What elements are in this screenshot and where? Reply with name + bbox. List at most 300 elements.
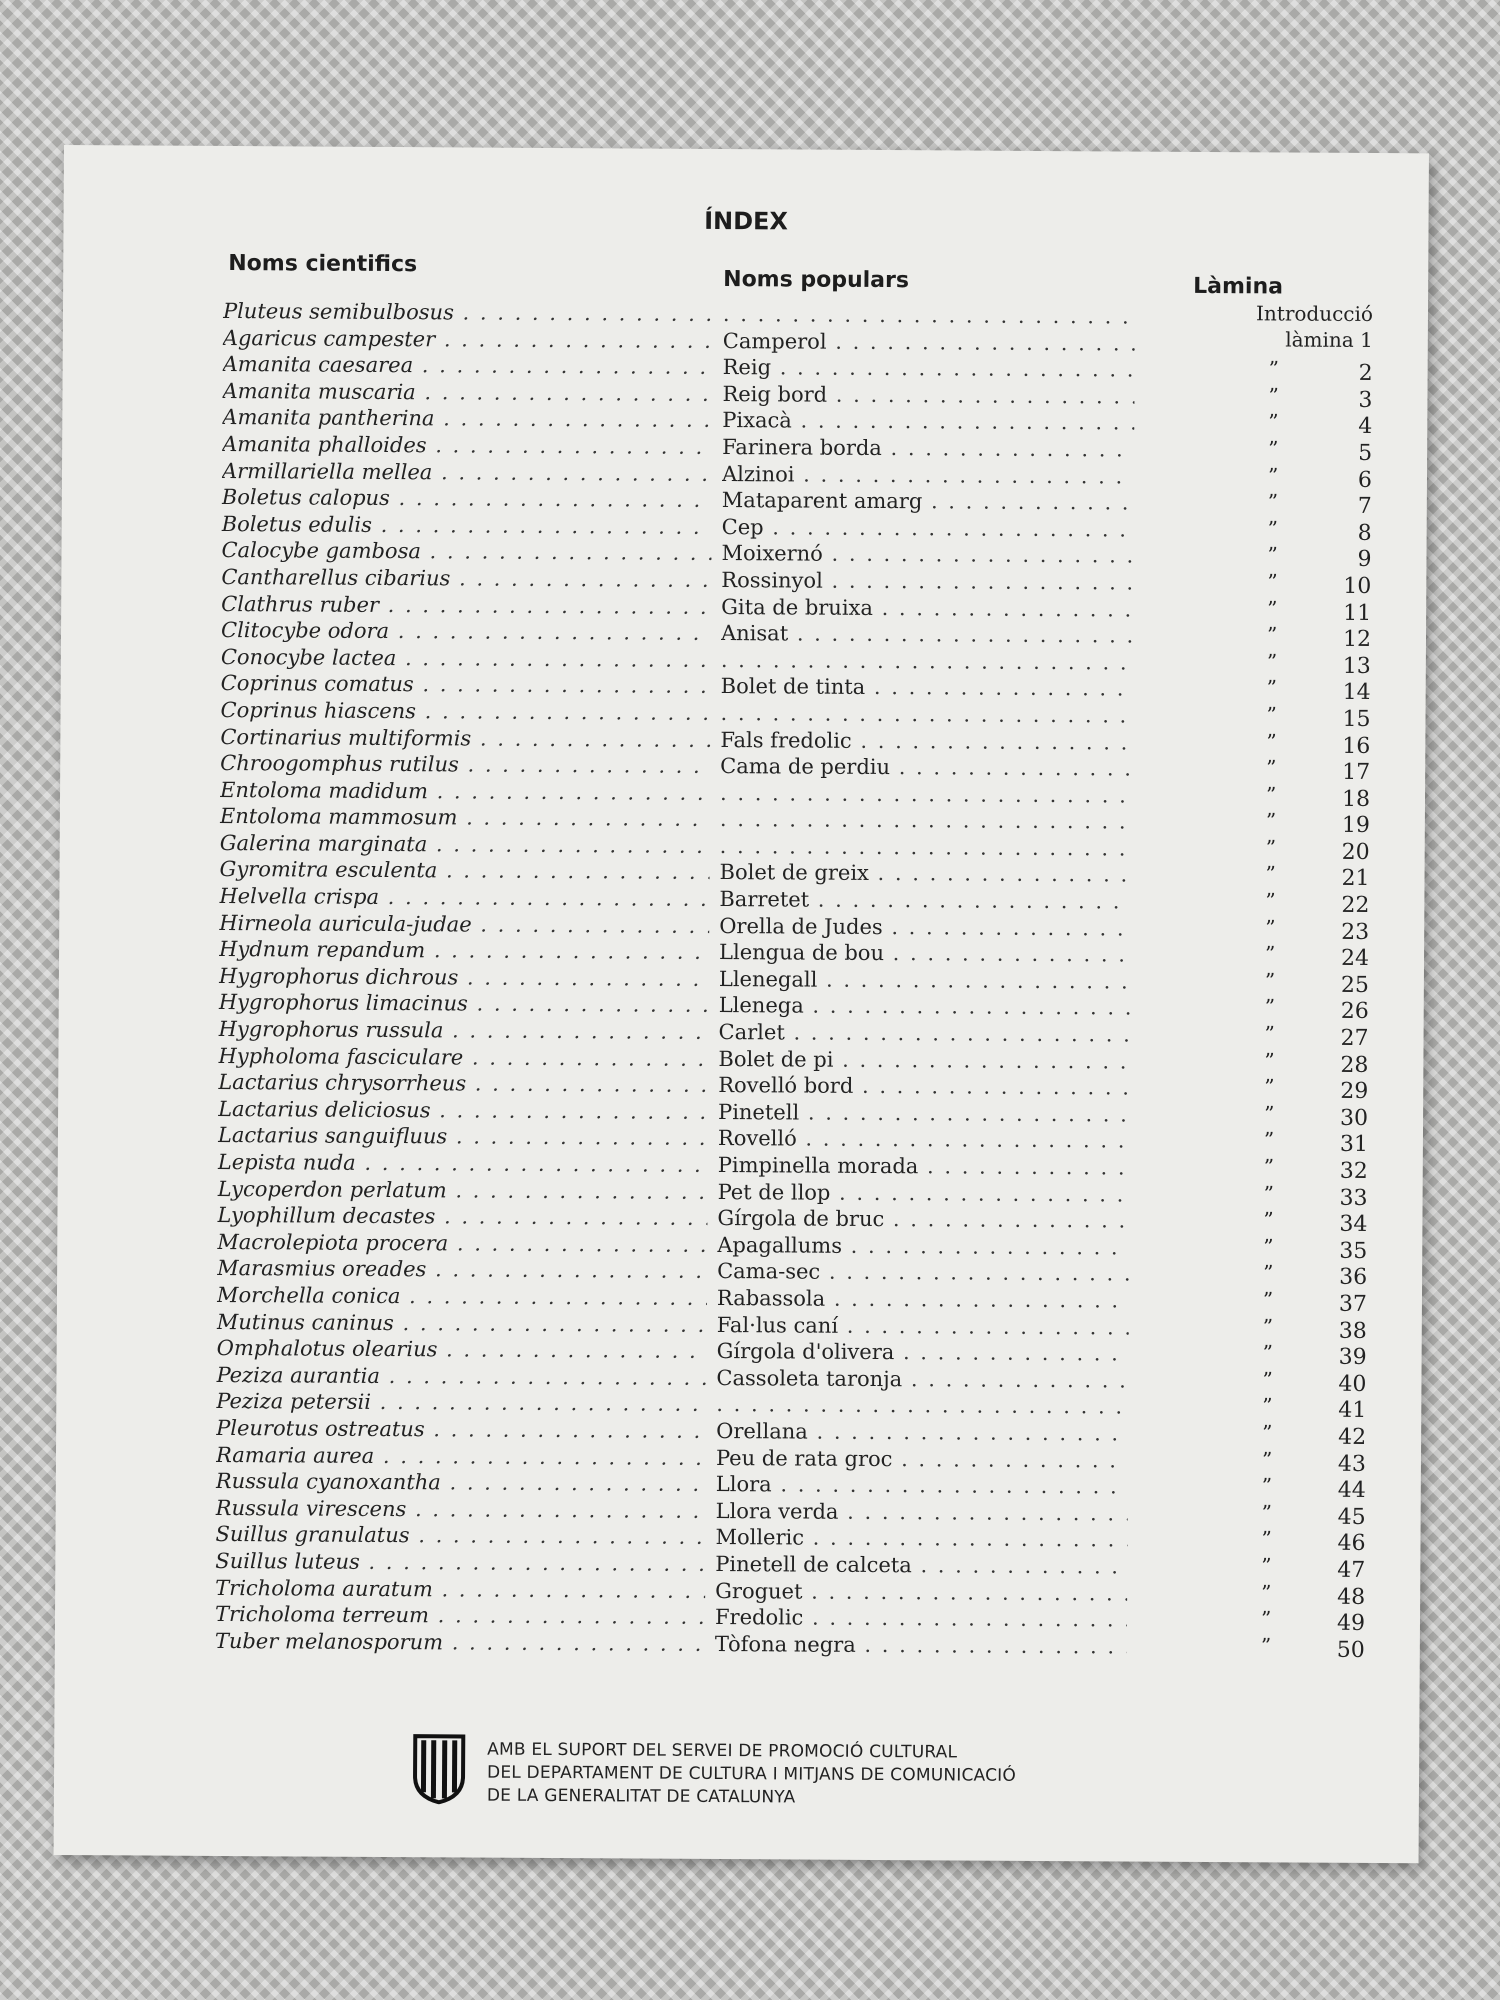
popular-name-text: Mataparent amarg [721,488,923,514]
ditto-mark: ” [1265,888,1276,913]
booklet-back-cover [54,145,1429,1863]
ditto-mark: ” [1265,808,1277,833]
scientific-name [223,325,713,354]
popular-name-text: Peu de rata groc [715,1445,893,1471]
ditto-mark: ” [1263,1207,1274,1232]
plate-number: 32 [1339,1158,1368,1184]
popular-name-text: Cama de perdiu [720,754,891,780]
plate-number: 48 [1337,1584,1366,1610]
ditto-mark: ” [1264,1047,1275,1073]
scientific-name [218,1069,708,1098]
popular-name-text: Orellana [716,1418,808,1444]
scientific-name [220,830,710,859]
popular-name-text: Llenegall [718,966,818,992]
ditto-mark: ” [1267,569,1278,594]
popular-name [716,1498,1128,1527]
ditto-mark: ” [1267,595,1278,620]
ditto-mark: ” [1268,436,1279,461]
popular-name [715,1551,1127,1580]
scientific-name [217,1229,707,1258]
popular-name [718,1099,1130,1128]
scientific-name-text: Entoloma madidum [219,777,429,803]
popular-name-text: Anisat [720,621,789,646]
ditto-mark: ” [1263,1260,1274,1285]
popular-name-text: Gita de bruixa [721,594,874,620]
scientific-name [216,1388,706,1417]
popular-name-text: Groguet [715,1578,803,1604]
popular-name [715,1604,1127,1633]
popular-name-text: Reig [722,355,772,380]
plate-number: 23 [1341,919,1370,945]
popular-name [718,1072,1130,1101]
popular-name-text: Molleric [715,1525,805,1550]
plate-number: 16 [1342,733,1371,759]
scientific-name-text: Conocybe lactea [220,644,397,670]
scientific-name-text: Morchella conica [216,1282,401,1309]
ditto-mark: ” [1268,383,1279,408]
popular-name [721,567,1133,596]
popular-name [718,1152,1130,1181]
plate-number: 44 [1337,1477,1366,1504]
scientific-name [218,1096,708,1125]
scientific-name [217,1309,707,1338]
plate-number: 5 [1358,440,1373,466]
plate-number: 3 [1358,387,1373,413]
popular-name [718,1125,1130,1154]
ditto-mark: ” [1265,941,1276,966]
ditto-mark: ” [1267,462,1279,487]
plate-number: 31 [1339,1132,1368,1158]
scientific-name [216,1468,706,1497]
ditto-mark: ” [1268,409,1279,434]
ditto-mark: ” [1263,1154,1275,1179]
plate-number: 20 [1341,839,1370,865]
popular-name [722,434,1134,463]
scientific-name [217,1202,707,1231]
popular-name [719,966,1131,995]
scientific-name-text: Tuber melanosporum [214,1628,444,1655]
plate-number: 41 [1338,1398,1367,1424]
popular-name [716,1365,1128,1394]
scientific-name-text: Hirneola auricula-judae [219,910,472,937]
scientific-name [215,1601,705,1630]
ditto-mark: ” [1266,675,1278,700]
plate-number: 50 [1336,1637,1365,1663]
popular-name-text: Rabassola [716,1285,826,1311]
ditto-mark: ” [1261,1500,1272,1525]
scientific-name-text: Amanita pantherina [222,405,435,431]
ditto-mark: ” [1266,622,1278,647]
ditto-mark: ” [1262,1393,1273,1418]
scientific-name-text: Calocybe gambosa [221,538,421,564]
scientific-name-text: Amanita muscaria [222,378,416,404]
popular-name [717,1312,1129,1341]
generalitat-emblem-icon [409,1732,469,1804]
ditto-mark: ” [1260,1633,1272,1658]
plate-number: 24 [1340,946,1370,972]
ditto-mark: ” [1263,1234,1274,1259]
plate-number: 27 [1340,1025,1369,1052]
scientific-name-text: Lycoperdon perlatum [217,1176,447,1202]
popular-name [716,1445,1128,1474]
popular-name-text: Apagallums [717,1232,843,1258]
popular-name [718,1179,1130,1208]
popular-name [721,594,1133,623]
scientific-name [221,617,711,646]
ditto-mark: ” [1266,755,1277,780]
scientific-name-text: Ramaria aurea [215,1442,375,1468]
plate-number: 12 [1342,626,1372,653]
popular-name [720,727,1132,756]
popular-name-text: Camperol [722,328,827,354]
popular-name [721,540,1133,569]
popular-name [720,833,1132,862]
plate-number: 2 [1358,361,1373,387]
plate-number: 17 [1342,759,1371,786]
popular-name [719,913,1131,942]
scientific-name [221,670,711,699]
plate-number: 25 [1340,972,1369,998]
ditto-mark: ” [1261,1526,1272,1551]
scientific-name-text: Marasmius oreades [217,1256,427,1282]
scientific-name [220,777,710,806]
scientific-name-text: Galerina marginata [219,830,428,857]
ditto-mark: ” [1263,1127,1275,1152]
plate-number: 43 [1337,1451,1367,1477]
scientific-name [220,697,710,726]
scientific-name [216,1441,706,1470]
plate-number: 42 [1338,1424,1367,1450]
scientific-name [215,1628,705,1657]
ditto-mark: ” [1267,516,1278,541]
scientific-name-text: Suillus luteus [215,1548,360,1574]
scientific-name-text: Tricholoma terreum [214,1602,430,1628]
sponsor-footer [409,1732,1209,1817]
plate-header: Làmina [1193,273,1284,300]
popular-name-text: Cama-sec [717,1259,821,1285]
popular-name-text: Gírgola de bruc [717,1206,885,1232]
plate-number: 29 [1340,1079,1369,1105]
popular-name-text: Pixacà [722,408,792,433]
popular-name-text: Cep [721,514,764,540]
intro-label: Introducció [1255,301,1374,326]
popular-name [722,461,1134,490]
popular-name [719,1019,1131,1048]
plate-number: 45 [1337,1504,1366,1530]
scientific-name [216,1415,706,1444]
scientific-name-text: Tricholoma auratum [215,1575,433,1601]
popular-name-text: Rossinyol [721,567,823,593]
scientific-name [223,298,713,327]
scientific-name-text: Entoloma mammosum [219,804,458,830]
scientific-name-text: Omphalotus olearius [216,1336,438,1362]
scientific-name-text: Chroogomphus rutilus [220,751,459,777]
popular-name-text: Moixernó [721,541,823,566]
plate-number: 33 [1339,1185,1368,1211]
scientific-name [218,1122,708,1151]
scientific-name-text: Russula virescens [215,1495,407,1521]
popular-name-text: Bolet de pi [718,1046,834,1072]
plate-number: 22 [1341,892,1370,919]
popular-name-text: Pinetell de calceta [715,1551,912,1578]
popular-name [720,806,1132,835]
popular-name [721,620,1133,649]
popular-name [716,1471,1128,1500]
scientific-name-text: Hygrophorus dichrous [218,963,459,990]
popular-name [720,753,1132,782]
scientific-name-text: Armillariella mellea [221,458,433,484]
scientific-names-header: Noms cientifics [228,251,418,278]
scientific-name [222,378,712,407]
ditto-mark: ” [1265,835,1277,860]
ditto-mark: ” [1262,1313,1274,1338]
ditto-mark: ” [1262,1367,1273,1392]
ditto-mark: ” [1266,649,1278,674]
scientific-name-text: Lactarius sanguifluus [217,1123,448,1149]
popular-name-text: Barretet [719,887,810,912]
scientific-name [223,351,713,380]
popular-name-text: Bolet de tinta [720,674,866,700]
popular-name-text: Farinera borda [722,434,882,460]
popular-name-text: Llenega [718,993,804,1018]
popular-name-text: Llengua de bou [719,940,885,966]
index-list [215,298,1373,1661]
popular-name-text: Fredolic [714,1605,804,1630]
plate-number: 21 [1341,866,1370,892]
scientific-name [222,484,712,513]
popular-name [718,1046,1130,1075]
popular-name [717,1338,1129,1367]
plate-number: 7 [1357,494,1372,520]
popular-name-text: Gírgola d'olivera [716,1339,895,1365]
scientific-name [219,989,709,1018]
popular-name [717,1205,1129,1234]
scientific-name [219,856,709,885]
popular-name-text: Pinetell [718,1099,800,1125]
plate-number: 1 [1360,327,1373,352]
popular-name [716,1418,1128,1447]
scientific-name-text: Boletus edulis [221,511,373,537]
scientific-name [216,1495,706,1524]
popular-name [715,1631,1127,1660]
scientific-name [220,750,710,779]
scientific-name [217,1335,707,1364]
ditto-mark: ” [1266,728,1277,753]
scientific-name-text: Pleurotus ostreatus [216,1415,425,1442]
ditto-mark: ” [1261,1579,1272,1604]
scientific-name-text: Macrolepiota procera [217,1229,449,1256]
ditto-mark: ” [1266,702,1277,727]
ditto-mark: ” [1261,1553,1272,1578]
scientific-name-text: Cantharellus cibarius [221,564,451,591]
ditto-mark: ” [1264,1074,1275,1099]
scientific-name-text: Clathrus ruber [221,591,380,617]
scientific-name-text: Clitocybe odora [220,618,390,644]
ditto-mark: ” [1261,1446,1273,1471]
scientific-name [222,511,712,540]
ditto-mark: ” [1265,782,1277,807]
ditto-mark: ” [1263,1180,1274,1206]
popular-name-text: Tòfona negra [714,1631,856,1657]
popular-name [722,407,1134,436]
scientific-name-text: Suillus granulatus [215,1522,410,1548]
ditto-mark: ” [1260,1606,1272,1631]
popular-name [722,381,1134,410]
scientific-name [219,883,709,912]
scientific-name-text: Coprinus hiascens [220,697,417,724]
plate-number: 47 [1337,1557,1366,1583]
popular-name-text: Fals fredolic [720,727,852,753]
popular-name [719,859,1131,888]
popular-name-text: Bolet de greix [719,860,869,886]
plate-number: 19 [1341,813,1370,839]
sponsor-line-2: DEL DEPARTAMENT DE CULTURA I MITJANS DE COMUNICACIÓ [487,1762,1017,1786]
popular-name [720,700,1132,729]
scientific-name [218,1176,708,1205]
scientific-name [220,803,710,832]
scientific-name [222,431,712,460]
ditto-mark: ” [1267,489,1279,514]
ditto-mark: ” [1265,915,1276,940]
scientific-name-text: Agaricus campester [222,325,436,351]
popular-name [723,354,1135,383]
scientific-name [221,644,711,673]
scientific-name-text: Lepista nuda [217,1149,356,1175]
plate-number: 38 [1338,1318,1367,1344]
scientific-name-text: Russula cyanoxantha [215,1469,441,1495]
ditto-mark: ” [1268,356,1279,381]
scientific-name-text: Hygrophorus russula [218,1016,444,1043]
scientific-name [222,404,712,433]
scientific-name [219,1016,709,1045]
scientific-name-text: Amanita caesarea [222,352,414,378]
plate-number: 13 [1342,653,1371,679]
scientific-name-text: Lactarius deliciosus [218,1096,431,1123]
scientific-name [215,1548,705,1577]
plate-number: 49 [1336,1610,1366,1637]
popular-name-text: Pet de llop [717,1179,831,1205]
popular-name-text: Fal·lus caní [716,1312,839,1338]
scientific-name [215,1521,705,1550]
popular-name-text: Carlet [718,1020,785,1045]
ditto-mark: ” [1264,968,1276,993]
scientific-name-text: Gyromitra esculenta [219,857,438,883]
popular-name [720,780,1132,809]
scientific-name-text: Peziza petersii [216,1389,372,1415]
popular-name [719,939,1131,968]
popular-name-text: Alzinoi [721,461,795,487]
popular-name [719,992,1131,1021]
plate-number: 39 [1338,1344,1367,1371]
popular-name-text: Pimpinella morada [717,1153,919,1179]
index-title: ÍNDEX [704,206,789,236]
plate-number: 35 [1339,1238,1368,1264]
popular-name-text: Llora verda [715,1498,839,1524]
scientific-name-text: Lactarius chrysorrheus [218,1070,467,1096]
ditto-mark: ” [1262,1420,1273,1445]
plate-number: 26 [1340,999,1369,1025]
plate-number: 46 [1337,1531,1366,1557]
sponsor-line-1: AMB EL SUPORT DEL SERVEI DE PROMOCIÓ CULTURAL [487,1739,958,1763]
popular-name [717,1258,1129,1287]
plate-number: 40 [1338,1371,1367,1397]
plate-number: 10 [1343,573,1372,599]
sponsor-line-3: DE LA GENERALITAT DE CATALUNYA [486,1785,796,1808]
scientific-name [217,1255,707,1284]
plate-number: 37 [1338,1291,1368,1317]
plate-number: 8 [1357,520,1372,546]
scientific-name [218,1149,708,1178]
scientific-name [220,723,710,752]
scientific-name-text: Lyophillum decastes [217,1203,436,1229]
plate-number: 34 [1339,1211,1368,1238]
popular-name [717,1232,1129,1261]
ditto-mark: ” [1264,1021,1275,1046]
plate-number: 14 [1342,680,1371,706]
scientific-name-text: Hydnum repandum [219,937,426,963]
ditto-mark: ” [1267,542,1278,567]
popular-name [722,514,1134,543]
scientific-name-text: Hypholoma fasciculare [218,1043,464,1070]
scientific-name [219,936,709,965]
popular-name-text: Reig bord [722,381,828,407]
scientific-name-text: Cortinarius multiformis [220,724,472,750]
popular-name-text: Llora [715,1472,772,1497]
scientific-name [222,458,712,487]
popular-name [715,1524,1127,1553]
popular-name [722,487,1134,516]
popular-name-text: Rovelló [717,1126,797,1151]
scientific-name [218,1043,708,1072]
scientific-name [216,1362,706,1391]
scientific-name-text: Peziza aurantia [216,1362,381,1388]
index-row [215,1628,1365,1662]
sponsor-text [487,1739,1016,1811]
popular-name [723,328,1135,357]
popular-name-text: Cassoleta taronja [716,1365,903,1391]
popular-name [721,673,1133,702]
popular-name [717,1285,1129,1314]
scientific-name [221,537,711,566]
plate-word: làmina [1285,327,1354,352]
scientific-name-text: Amanita phalloides [222,431,427,458]
scientific-name [215,1574,705,1603]
popular-name [723,301,1135,330]
popular-name [719,886,1131,915]
plate-number: 15 [1342,706,1371,732]
popular-name-text: Rovelló bord [718,1073,854,1099]
popular-names-header: Noms populars [723,267,910,294]
plate-number: 4 [1358,414,1373,440]
ditto-mark: ” [1264,1101,1275,1126]
ditto-mark: ” [1261,1473,1273,1498]
plate-number: 36 [1339,1265,1368,1291]
ditto-mark: ” [1265,861,1276,886]
plate-number: 9 [1357,547,1372,573]
scientific-name [221,564,711,593]
plate-number: 28 [1340,1052,1369,1078]
popular-name [715,1578,1127,1607]
popular-name [716,1391,1128,1420]
scientific-name-text: Hygrophorus limacinus [218,990,468,1016]
plate-number: 18 [1341,786,1371,812]
scientific-name-text: Pluteus semibulbosus [222,298,454,325]
popular-name-text: Orella de Judes [719,913,883,939]
ditto-mark: ” [1262,1287,1274,1312]
plate-number: 11 [1343,600,1372,626]
ditto-mark: ” [1262,1340,1273,1365]
popular-name [721,647,1133,676]
